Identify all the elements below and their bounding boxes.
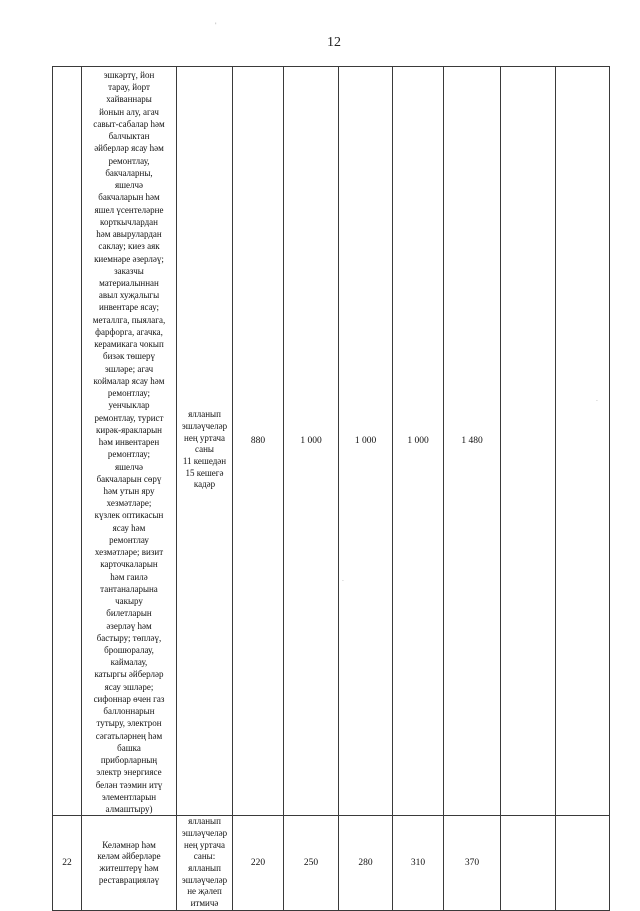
value-cell: 1 480 bbox=[444, 67, 501, 816]
activity-description-cell bbox=[82, 816, 177, 911]
empty-cell bbox=[556, 67, 610, 816]
value-cell: 220 bbox=[233, 816, 284, 911]
empty-cell bbox=[501, 816, 556, 911]
value-cell: 880 bbox=[233, 67, 284, 816]
page-number: 12 bbox=[327, 35, 341, 50]
table-row bbox=[53, 816, 610, 911]
unit-text: ялланып эшләүчеләр нең уртача саны: ялланып эшләүчеләр не җәлеп итмичә bbox=[181, 816, 228, 909]
activity-description-text: Келәмнәр һәм келәм әйберләре житештерү һәм реставрацияләү bbox=[97, 839, 161, 885]
row-number-cell bbox=[53, 67, 82, 816]
activity-description-cell bbox=[82, 67, 177, 816]
empty-cell bbox=[556, 816, 610, 911]
scan-speck: ' bbox=[215, 22, 217, 29]
unit-cell bbox=[177, 816, 233, 911]
scan-speck: · bbox=[342, 578, 344, 585]
value-cell: 1 000 bbox=[284, 67, 339, 816]
activity-description-text: эшкәртү, йон тарау, йорт хайваннары йонын алу, агач савыт-сабалар һәм балчыктан әйберләр ясау һәм ремонтлау, бакчаларны, яшелчә бакчаларын һәм яшел үсентеләрне корткычлардан һәм авырулардан саклау; киез аяк киемнәре әзерләү; заказчы материалыннан авыл хуҗалыгы инвентаре ясау; металлга, пыялага, фарфорга, агачка, керамикага чокып бизәк төшерү эшләре; агач коймалар ясау һәм ремонтлау; уенчыклар ремонтлау, турист кирәк-яракларын һәм инвентарен ремонтлау; яшелчә бакчаларын сөрү һәм утын яру хезмәтләре; күзлек оптикасын ясау һәм ремонтлау хезмәтләре; визит карточкаларын һәм гаилә тантаналарына чакыру билетларын әзерләү һәм бастыру; төпләү, брошюралау, каймалау, катыргы әйберләр ясау эшләре; сифоннар өчен газ баллоннарын тутыру, электрон сәгатьләрнең һәм башка приборларның электр энергиясе белән тәэмин итү элементларын алмаштыру) bbox=[92, 70, 166, 815]
empty-cell bbox=[501, 67, 556, 816]
value-cell: 310 bbox=[393, 816, 444, 911]
value-cell: 1 000 bbox=[393, 67, 444, 816]
unit-text: ялланып эшләүчеләр нең уртача саны 11 кешедән 15 кешегә кадәр bbox=[181, 409, 228, 490]
value-cell: 370 bbox=[444, 816, 501, 911]
row-number-cell: 22 bbox=[53, 816, 82, 911]
value-cell: 1 000 bbox=[339, 67, 393, 816]
tariff-table bbox=[52, 66, 610, 911]
value-cell: 280 bbox=[339, 816, 393, 911]
table-row bbox=[53, 67, 610, 816]
scan-speck: · bbox=[596, 398, 598, 405]
unit-cell bbox=[177, 67, 233, 816]
value-cell: 250 bbox=[284, 816, 339, 911]
